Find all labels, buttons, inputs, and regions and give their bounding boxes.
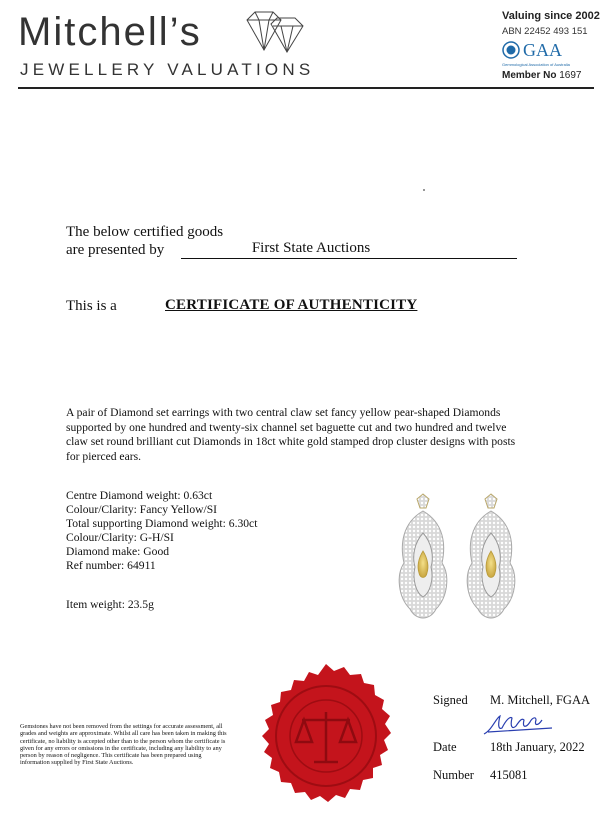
disclaimer-text: Gemstones have not been removed from the settings for accurate assessment, all grades and weights are approximate. Whilst all care has been taken in making this certificate, no liability is accepted other than to the person whom the certificate is given for any errors or omissions in the certificate, including any liability to any person by reason of negligence. This certificate has been prepared using information supplied by First State Auctions. [20, 723, 227, 767]
date-label: Date [433, 740, 457, 754]
member-value: 1697 [559, 70, 582, 81]
brand-subtitle: JEWELLERY VALUATIONS [20, 60, 315, 79]
presenter-name: First State Auctions [251, 240, 371, 256]
stray-dot [423, 189, 425, 191]
wax-seal-scales-icon [248, 662, 404, 818]
spec-supporting-weight: Total supporting Diamond weight: 6.30ct [66, 517, 258, 530]
gaa-seal-icon [502, 41, 520, 59]
signed-label: Signed [433, 693, 468, 707]
signed-value: M. Mitchell, FGAA [490, 693, 590, 707]
item-weight: Item weight: 23.5g [66, 598, 154, 611]
presented-line-2: are presented by [66, 242, 165, 258]
presenter-underline [181, 258, 517, 259]
gaa-logo-text: GAA [523, 40, 562, 60]
gaa-full-name: Gemmological Association of Australia [502, 62, 570, 67]
valuing-since: Valuing since 2002 [502, 10, 600, 22]
diamond-outline-icon [243, 10, 307, 54]
signature-scribble [482, 710, 556, 740]
certificate-prefix: This is a [66, 298, 117, 314]
number-label: Number [433, 768, 474, 782]
certificate-title: CERTIFICATE OF AUTHENTICITY [165, 297, 418, 313]
spec-centre-colour: Colour/Clarity: Fancy Yellow/SI [66, 503, 218, 516]
number-value: 415081 [490, 768, 528, 782]
date-value: 18th January, 2022 [490, 740, 585, 754]
presented-line-1: The below certified goods [66, 224, 224, 240]
header-divider [18, 87, 594, 89]
spec-supporting-colour: Colour/Clarity: G-H/SI [66, 531, 174, 544]
spec-centre-weight: Centre Diamond weight: 0.63ct [66, 489, 213, 502]
spec-ref-number: Ref number: 64911 [66, 559, 156, 572]
member-number [502, 70, 581, 81]
spec-diamond-make: Diamond make: Good [66, 545, 170, 558]
brand-name: Mitchell’s [18, 10, 202, 54]
abn-number: ABN 22452 493 151 [502, 26, 588, 37]
item-description: A pair of Diamond set earrings with two central claw set fancy yellow pear-shaped Diamonds supported by one hundred and twenty-six channel set baguette cut and two hundred and twelve claw set round brilliant cut Diamonds in 18ct white gold stamped drop cluster designs with posts for pierced ears. [66, 406, 516, 463]
earrings-photo [392, 493, 524, 631]
member-label: Member No [502, 70, 557, 81]
